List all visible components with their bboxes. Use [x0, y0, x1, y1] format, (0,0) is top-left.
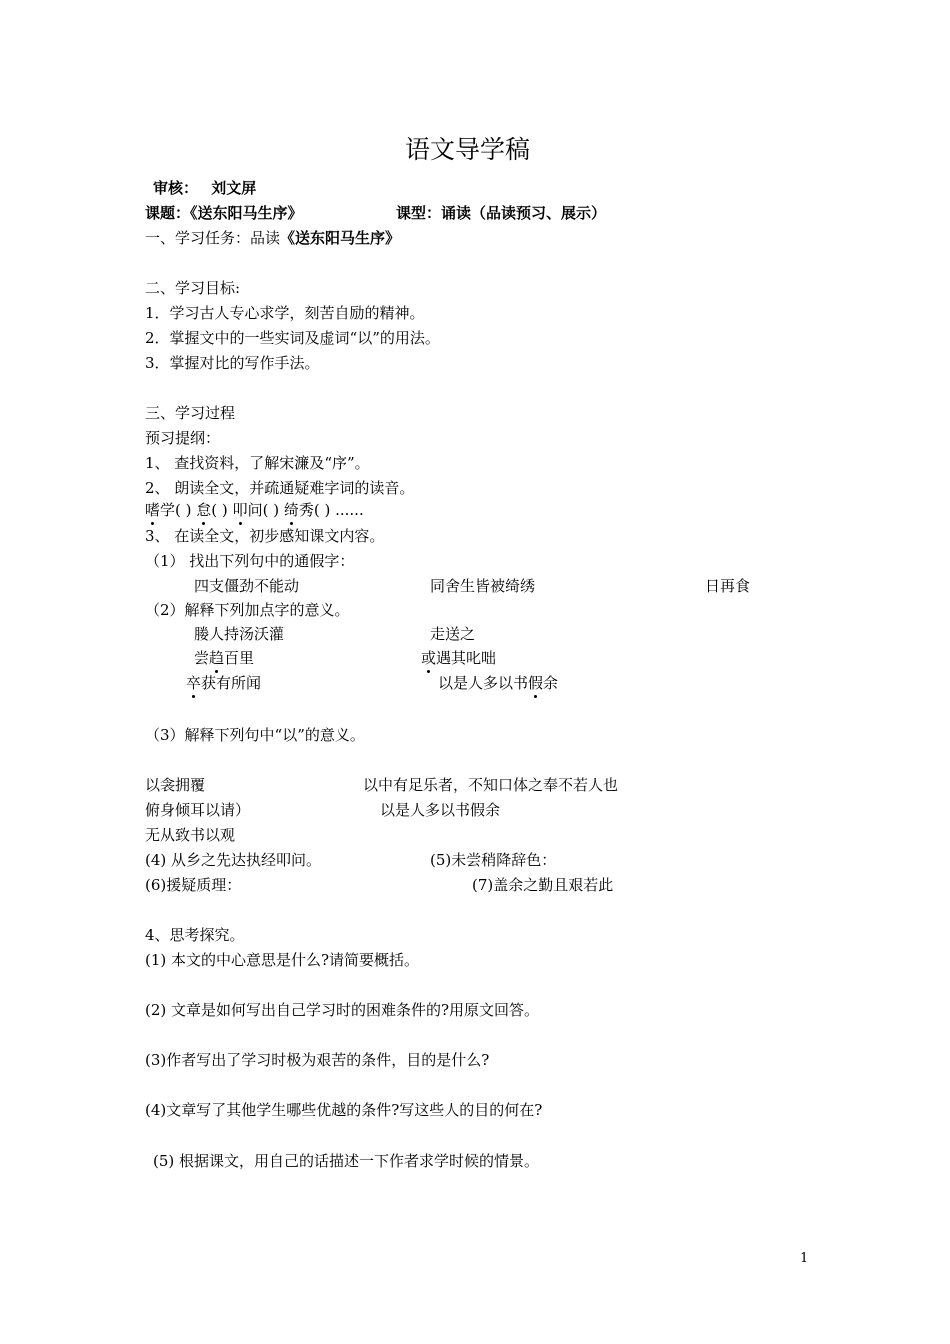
lesson-type-line [396, 203, 606, 223]
objective-item: 1．学习古人专心求学，刻苦自励的精神。 [145, 304, 425, 322]
thinking-question: (5) 根据课文，用自己的话描述一下作者求学时候的情景。 [153, 1152, 540, 1170]
q3-label: （3）解释下列句中“以”的意义。 [145, 726, 365, 744]
thinking-question: (3)作者写出了学习时极为艰苦的条件，目的是什么? [145, 1051, 490, 1069]
q2-sentence: 卒获有所闻 [186, 674, 262, 692]
dotted-char: 假 [528, 674, 544, 692]
reviewer-line [153, 178, 256, 198]
dotted-char: 卒 [186, 674, 202, 692]
objective-item: 2．掌握文中的一些实词及虚词“以”的用法。 [145, 329, 440, 347]
objectives-heading: 二、学习目标: [145, 279, 241, 297]
q3-sentence: (7)盖余之勤且艰若此 [472, 876, 614, 894]
outline-label: 预习提纲： [145, 429, 221, 447]
reviewer-name: 刘文屏 [211, 179, 257, 197]
q3-sentence: 俯身倾耳以请） [145, 801, 251, 819]
process-heading: 三、学习过程 [145, 404, 236, 422]
topic-label: 课题： [145, 204, 191, 222]
dotted-char: 或 [421, 649, 437, 667]
q3-sentence: (4) 从乡之先达执经叩问。 [145, 851, 322, 869]
lesson-type-value: 诵读（品读预习、展示） [441, 204, 607, 222]
q2-sentence: 媵人持汤沃灌 [194, 625, 285, 643]
q2-sentence: 走送之 [430, 625, 476, 643]
objective-item: 3．掌握对比的写作手法。 [145, 354, 320, 372]
step-2: 2、 朗读全文，并疏通疑难字词的读音。 [145, 479, 415, 497]
dotted-char: 嗜 [145, 501, 161, 519]
thinking-heading: 4、思考探究。 [145, 926, 245, 944]
q3-sentence: (5)未尝稍降辞色： [430, 851, 557, 869]
step-3: 3、 在读全文，初步感知课文内容。 [145, 527, 385, 545]
dotted-char: 绮 [283, 501, 299, 519]
topic-value: 《送东阳马生序》 [190, 204, 303, 222]
q1-label: （1） 找出下列句中的通假字： [145, 552, 355, 570]
q2-label: （2）解释下列加点字的意义。 [145, 601, 350, 619]
learning-task-value: 《送东阳马生序》 [280, 229, 401, 247]
q3-sentence: 以中有足乐者，不知口体之奉不若人也 [363, 776, 619, 794]
learning-task [145, 228, 400, 248]
dotted-char: 叩 [232, 501, 248, 519]
pron-blank: ( ) [211, 501, 228, 519]
step-1: 1、 查找资料，了解宋濂及“序”。 [145, 454, 370, 472]
q1-sentence: 四支僵劲不能动 [194, 577, 300, 595]
q1-sentence: 同舍生皆被绮绣 [430, 577, 536, 595]
lesson-type-label: 课型： [396, 204, 442, 222]
page-title: 语文导学稿 [405, 135, 531, 164]
q3-sentence: 无从致书以观 [145, 826, 236, 844]
q3-sentence: 以衾拥覆 [145, 776, 206, 794]
pron-blank: 学( ) [160, 501, 192, 519]
q2-sentence: 或遇其叱咄 [421, 649, 497, 667]
dotted-char: 怠 [196, 501, 212, 519]
q3-sentence: (6)援疑质理： [145, 876, 242, 894]
q1-sentence: 日再食 [705, 577, 751, 595]
page-number: 1 [800, 1251, 809, 1266]
pron-blank: 秀( ) ...... [298, 501, 364, 519]
learning-task-label: 一、学习任务：品读 [145, 229, 281, 247]
q3-sentence: 以是人多以书假余 [380, 801, 501, 819]
pronunciation-line [145, 500, 364, 520]
thinking-question: (1) 本文的中心意思是什么?请简要概括。 [145, 951, 420, 969]
thinking-question: (4)文章写了其他学生哪些优越的条件?写这些人的目的何在? [145, 1101, 543, 1119]
dotted-char: 趋 [209, 649, 225, 667]
q2-sentence: 尝趋百里 [194, 649, 255, 667]
q2-sentence: 以是人多以书假余 [438, 674, 559, 692]
reviewer-label: 审核： [153, 179, 199, 197]
thinking-question: (2) 文章是如何写出自己学习时的困难条件的?用原文回答。 [145, 1001, 540, 1019]
topic-line [145, 203, 303, 223]
pron-blank: 问( ) [247, 501, 280, 519]
